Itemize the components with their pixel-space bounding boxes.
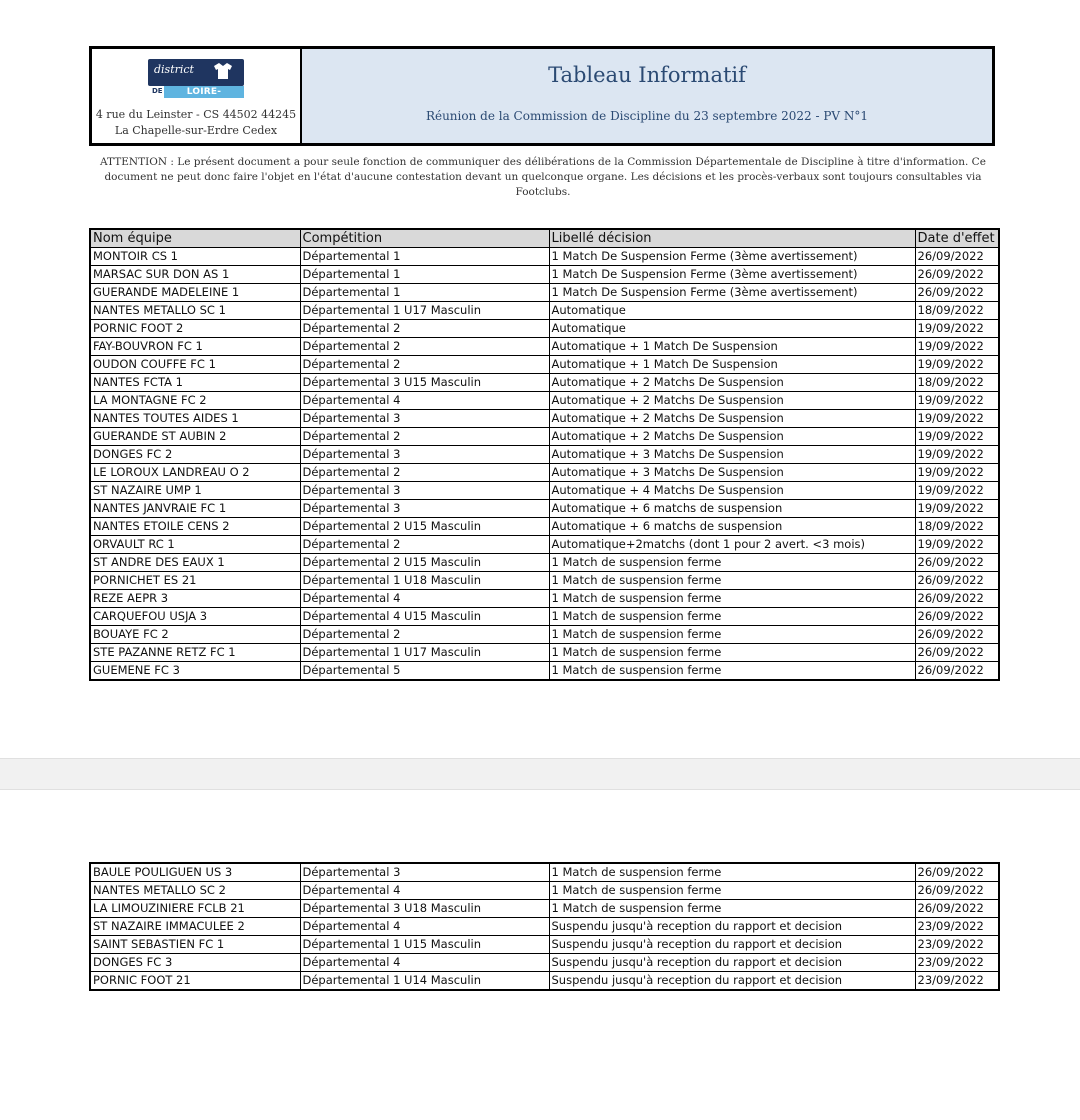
cell-competition: Départemental 3: [300, 482, 549, 500]
cell-decision: 1 Match de suspension ferme: [549, 662, 915, 681]
cell-decision: Automatique: [549, 302, 915, 320]
cell-decision: 1 Match de suspension ferme: [549, 626, 915, 644]
cell-competition: Départemental 1 U18 Masculin: [300, 572, 549, 590]
page-break: [0, 758, 1080, 790]
cell-competition: Départemental 2: [300, 356, 549, 374]
table-row: [90, 284, 999, 302]
table-row: [90, 392, 999, 410]
table-row: [90, 972, 999, 991]
cell-competition: Départemental 3 U18 Masculin: [300, 900, 549, 918]
table-body: [90, 248, 999, 681]
cell-team: LE LOROUX LANDREAU O 2: [90, 464, 300, 482]
district-logo: [148, 59, 244, 109]
cell-date: 26/09/2022: [915, 248, 999, 266]
cell-decision: 1 Match De Suspension Ferme (3ème avertissement): [549, 284, 915, 302]
cell-team: MONTOIR CS 1: [90, 248, 300, 266]
cell-decision: Automatique + 3 Matchs De Suspension: [549, 446, 915, 464]
cell-date: 19/09/2022: [915, 446, 999, 464]
table-row: [90, 500, 999, 518]
cell-decision: 1 Match de suspension ferme: [549, 590, 915, 608]
cell-team: NANTES TOUTES AIDES 1: [90, 410, 300, 428]
cell-team: ORVAULT RC 1: [90, 536, 300, 554]
cell-date: 19/09/2022: [915, 482, 999, 500]
table-row: [90, 428, 999, 446]
cell-team: BAULE POULIGUEN US 3: [90, 863, 300, 882]
cell-decision: 1 Match De Suspension Ferme (3ème avertissement): [549, 266, 915, 284]
cell-decision: Automatique + 2 Matchs De Suspension: [549, 410, 915, 428]
cell-decision: Automatique + 6 matchs de suspension: [549, 500, 915, 518]
cell-date: 19/09/2022: [915, 464, 999, 482]
cell-decision: Automatique+2matchs (dont 1 pour 2 avert. <3 mois): [549, 536, 915, 554]
table-row: [90, 644, 999, 662]
logo-district-text: district: [154, 63, 194, 76]
cell-date: 26/09/2022: [915, 644, 999, 662]
cell-competition: Départemental 1 U17 Masculin: [300, 302, 549, 320]
logo-prefix: DE: [152, 87, 163, 95]
cell-decision: Automatique + 1 Match De Suspension: [549, 356, 915, 374]
cell-team: STE PAZANNE RETZ FC 1: [90, 644, 300, 662]
cell-team: GUERANDE MADELEINE 1: [90, 284, 300, 302]
cell-competition: Départemental 2 U15 Masculin: [300, 554, 549, 572]
cell-team: ST NAZAIRE IMMACULEE 2: [90, 918, 300, 936]
cell-competition: Départemental 3 U15 Masculin: [300, 374, 549, 392]
table-row: [90, 863, 999, 882]
cell-date: 19/09/2022: [915, 536, 999, 554]
cell-team: GUERANDE ST AUBIN 2: [90, 428, 300, 446]
cell-date: 18/09/2022: [915, 302, 999, 320]
table-row: [90, 482, 999, 500]
cell-competition: Départemental 1: [300, 284, 549, 302]
cell-team: NANTES FCTA 1: [90, 374, 300, 392]
cell-decision: Suspendu jusqu'à reception du rapport et decision: [549, 918, 915, 936]
cell-team: NANTES ETOILE CENS 2: [90, 518, 300, 536]
cell-date: 26/09/2022: [915, 266, 999, 284]
shirt-icon: [212, 62, 234, 80]
cell-date: 26/09/2022: [915, 882, 999, 900]
cell-decision: Automatique + 2 Matchs De Suspension: [549, 392, 915, 410]
cell-team: NANTES JANVRAIE FC 1: [90, 500, 300, 518]
table-row: [90, 590, 999, 608]
cell-competition: Départemental 3: [300, 410, 549, 428]
column-header-team: Nom équipe: [90, 229, 300, 248]
table-body-continued: [90, 863, 999, 990]
cell-decision: 1 Match de suspension ferme: [549, 572, 915, 590]
cell-decision: Suspendu jusqu'à reception du rapport et decision: [549, 972, 915, 991]
table-row: [90, 518, 999, 536]
cell-competition: Départemental 4: [300, 882, 549, 900]
cell-team: MARSAC SUR DON AS 1: [90, 266, 300, 284]
table-row: [90, 554, 999, 572]
cell-competition: Départemental 2: [300, 464, 549, 482]
cell-team: REZE AEPR 3: [90, 590, 300, 608]
cell-date: 19/09/2022: [915, 500, 999, 518]
cell-date: 23/09/2022: [915, 954, 999, 972]
cell-date: 19/09/2022: [915, 356, 999, 374]
cell-date: 26/09/2022: [915, 662, 999, 681]
table-row: [90, 626, 999, 644]
document-header: [89, 46, 995, 146]
table-row: [90, 900, 999, 918]
cell-competition: Départemental 5: [300, 662, 549, 681]
cell-date: 19/09/2022: [915, 338, 999, 356]
cell-team: ST ANDRE DES EAUX 1: [90, 554, 300, 572]
cell-competition: Départemental 3: [300, 863, 549, 882]
cell-date: 26/09/2022: [915, 608, 999, 626]
cell-date: 23/09/2022: [915, 936, 999, 954]
cell-date: 26/09/2022: [915, 900, 999, 918]
cell-decision: 1 Match de suspension ferme: [549, 863, 915, 882]
table-row: [90, 464, 999, 482]
cell-competition: Départemental 3: [300, 500, 549, 518]
cell-team: LA LIMOUZINIERE FCLB 21: [90, 900, 300, 918]
sanctions-table-continued: [89, 862, 1000, 991]
table-row: [90, 338, 999, 356]
table-row: [90, 248, 999, 266]
cell-competition: Départemental 4 U15 Masculin: [300, 608, 549, 626]
table-row: [90, 302, 999, 320]
cell-team: GUEMENE FC 3: [90, 662, 300, 681]
cell-competition: Départemental 1: [300, 266, 549, 284]
table-row: [90, 918, 999, 936]
cell-competition: Départemental 4: [300, 918, 549, 936]
column-header-decision: Libellé décision: [549, 229, 915, 248]
table-row: [90, 882, 999, 900]
cell-team: LA MONTAGNE FC 2: [90, 392, 300, 410]
cell-date: 18/09/2022: [915, 374, 999, 392]
table-row: [90, 608, 999, 626]
page-subtitle: Réunion de la Commission de Discipline du 23 septembre 2022 - PV N°1: [425, 109, 869, 123]
cell-competition: Départemental 4: [300, 590, 549, 608]
cell-decision: 1 Match De Suspension Ferme (3ème avertissement): [549, 248, 915, 266]
title-cell: [302, 49, 992, 143]
cell-team: PORNIC FOOT 2: [90, 320, 300, 338]
sanctions-table: [89, 228, 1000, 681]
cell-competition: Départemental 1: [300, 248, 549, 266]
cell-competition: Départemental 2: [300, 536, 549, 554]
cell-competition: Départemental 2 U15 Masculin: [300, 518, 549, 536]
cell-date: 19/09/2022: [915, 392, 999, 410]
cell-team: OUDON COUFFE FC 1: [90, 356, 300, 374]
table-row: [90, 374, 999, 392]
cell-date: 23/09/2022: [915, 918, 999, 936]
cell-decision: Automatique + 6 matchs de suspension: [549, 518, 915, 536]
cell-team: PORNICHET ES 21: [90, 572, 300, 590]
cell-decision: 1 Match de suspension ferme: [549, 882, 915, 900]
cell-date: 23/09/2022: [915, 972, 999, 991]
cell-decision: 1 Match de suspension ferme: [549, 608, 915, 626]
cell-date: 18/09/2022: [915, 518, 999, 536]
cell-decision: Automatique + 1 Match De Suspension: [549, 338, 915, 356]
table-row: [90, 936, 999, 954]
cell-decision: 1 Match de suspension ferme: [549, 900, 915, 918]
cell-decision: Automatique + 2 Matchs De Suspension: [549, 428, 915, 446]
logo-cell: [92, 49, 302, 143]
table-row: [90, 356, 999, 374]
cell-team: BOUAYE FC 2: [90, 626, 300, 644]
table-row: [90, 266, 999, 284]
cell-team: NANTES METALLO SC 2: [90, 882, 300, 900]
cell-decision: Suspendu jusqu'à reception du rapport et decision: [549, 954, 915, 972]
cell-competition: Départemental 1 U15 Masculin: [300, 936, 549, 954]
disclaimer-notice: ATTENTION : Le présent document a pour seule fonction de communiquer des délibérations de la Commission Départementale de Discipline à titre d'information. Ce document ne peut donc faire l'objet en l'état d'aucune contestation devant un quelconque organe. Les décisions et les procès-verbaux sont toujours consultables via Footclubs.: [100, 156, 986, 198]
table-header-row: [90, 229, 999, 248]
cell-team: ST NAZAIRE UMP 1: [90, 482, 300, 500]
cell-competition: Départemental 3: [300, 446, 549, 464]
table-row: [90, 320, 999, 338]
cell-date: 19/09/2022: [915, 428, 999, 446]
cell-date: 19/09/2022: [915, 320, 999, 338]
cell-competition: Départemental 4: [300, 954, 549, 972]
table-row: [90, 446, 999, 464]
cell-decision: Automatique + 2 Matchs De Suspension: [549, 374, 915, 392]
cell-competition: Départemental 2: [300, 626, 549, 644]
cell-competition: Départemental 2: [300, 338, 549, 356]
cell-decision: Suspendu jusqu'à reception du rapport et decision: [549, 936, 915, 954]
table-row: [90, 410, 999, 428]
cell-date: 26/09/2022: [915, 572, 999, 590]
page-title: Tableau Informatif: [548, 63, 746, 87]
table-row: [90, 662, 999, 681]
cell-competition: Départemental 4: [300, 392, 549, 410]
cell-team: NANTES METALLO SC 1: [90, 302, 300, 320]
cell-team: FAY-BOUVRON FC 1: [90, 338, 300, 356]
cell-competition: Départemental 1 U17 Masculin: [300, 644, 549, 662]
cell-competition: Départemental 2: [300, 428, 549, 446]
table-row: [90, 954, 999, 972]
cell-team: DONGES FC 3: [90, 954, 300, 972]
column-header-competition: Compétition: [300, 229, 549, 248]
cell-date: 26/09/2022: [915, 863, 999, 882]
cell-date: 19/09/2022: [915, 410, 999, 428]
cell-decision: 1 Match de suspension ferme: [549, 554, 915, 572]
logo-region-text: LOIRE-ATLANTIQUE: [164, 86, 244, 98]
cell-date: 26/09/2022: [915, 284, 999, 302]
cell-team: CARQUEFOU USJA 3: [90, 608, 300, 626]
cell-date: 26/09/2022: [915, 626, 999, 644]
cell-decision: Automatique + 3 Matchs De Suspension: [549, 464, 915, 482]
table-row: [90, 536, 999, 554]
cell-team: DONGES FC 2: [90, 446, 300, 464]
column-header-date: Date d'effet: [915, 229, 999, 248]
cell-competition: Départemental 1 U14 Masculin: [300, 972, 549, 991]
address: 4 rue du Leinster - CS 44502 44245 La Chapelle-sur-Erdre Cedex: [95, 108, 297, 137]
cell-decision: 1 Match de suspension ferme: [549, 644, 915, 662]
cell-decision: Automatique: [549, 320, 915, 338]
cell-team: PORNIC FOOT 21: [90, 972, 300, 991]
cell-date: 26/09/2022: [915, 590, 999, 608]
cell-date: 26/09/2022: [915, 554, 999, 572]
cell-decision: Automatique + 4 Matchs De Suspension: [549, 482, 915, 500]
cell-competition: Départemental 2: [300, 320, 549, 338]
table-row: [90, 572, 999, 590]
cell-team: SAINT SEBASTIEN FC 1: [90, 936, 300, 954]
